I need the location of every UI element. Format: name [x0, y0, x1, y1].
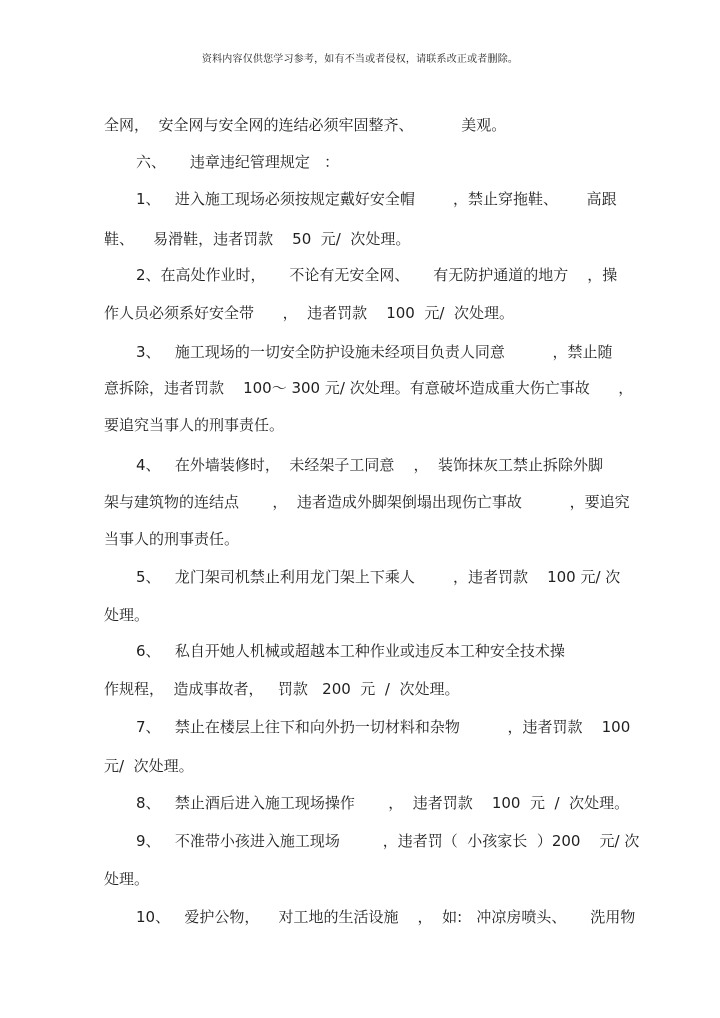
paragraph-line: 当事人的刑事责任。	[104, 530, 240, 548]
paragraph-line: 9、 不准带小孩进入施工现场 ，违者罚（ 小孩家长 ）200 元/ 次	[136, 832, 640, 850]
paragraph-line: 要追究当事人的刑事责任。	[104, 416, 285, 434]
paragraph-line: 元/ 次处理。	[104, 757, 194, 775]
paragraph-line: 3、 施工现场的一切安全防护设施未经项目负责人同意 ，禁止随	[136, 343, 613, 361]
paragraph-line: 架与建筑物的连结点 ， 违者造成外脚架倒塌出现伤亡事故 ，要追究	[104, 493, 630, 511]
paragraph-line: 4、 在外墙装修时， 未经架子工同意 ， 装饰抹灰工禁止拆除外脚	[136, 456, 603, 474]
paragraph-line: 10、 爱护公物， 对工地的生活设施 ， 如: 冲凉房喷头、 洗用物	[136, 908, 636, 926]
paragraph-line: 处理。	[104, 870, 150, 888]
paragraph-line: 1、 进入施工现场必须按规定戴好安全帽 ，禁止穿拖鞋、 高跟	[136, 190, 617, 208]
paragraph-line: 作人员必须系好安全带 ， 违者罚款 100 元/ 次处理。	[104, 304, 514, 322]
paragraph-line: 5、 龙门架司机禁止利用龙门架上下乘人 ，违者罚款 100 元/ 次	[136, 568, 621, 586]
paragraph-line: 8、 禁止酒后进入施工现场操作 ， 违者罚款 100 元 / 次处理。	[136, 794, 630, 812]
paragraph-line: 意拆除，违者罚款 100～ 300 元/ 次处理。有意破坏造成重大伤亡事故 ，	[104, 379, 634, 397]
paragraph-line: 鞋、 易滑鞋，违者罚款 50 元/ 次处理。	[104, 230, 411, 248]
disclaimer-header: 资料内容仅供您学习参考，如有不当或者侵权，请联系改正或者删除。	[201, 54, 519, 65]
paragraph-line: 作规程， 造成事故者， 罚款 200 元 / 次处理。	[104, 680, 460, 698]
section-heading: 六、 违章违纪管理规定 ：	[136, 153, 340, 171]
paragraph-line: 6、 私自开她人机械或超越本工种作业或违反本工种安全技术操	[136, 642, 565, 660]
paragraph-line: 2、在高处作业时， 不论有无安全网、 有无防护通道的地方 ，操	[136, 266, 618, 284]
paragraph-line: 全网， 安全网与安全网的连结必须牢固整齐、 美观。	[104, 116, 507, 134]
paragraph-line: 处理。	[104, 606, 150, 624]
paragraph-line: 7、 禁止在楼层上往下和向外扔一切材料和杂物 ，违者罚款 100	[136, 718, 631, 736]
